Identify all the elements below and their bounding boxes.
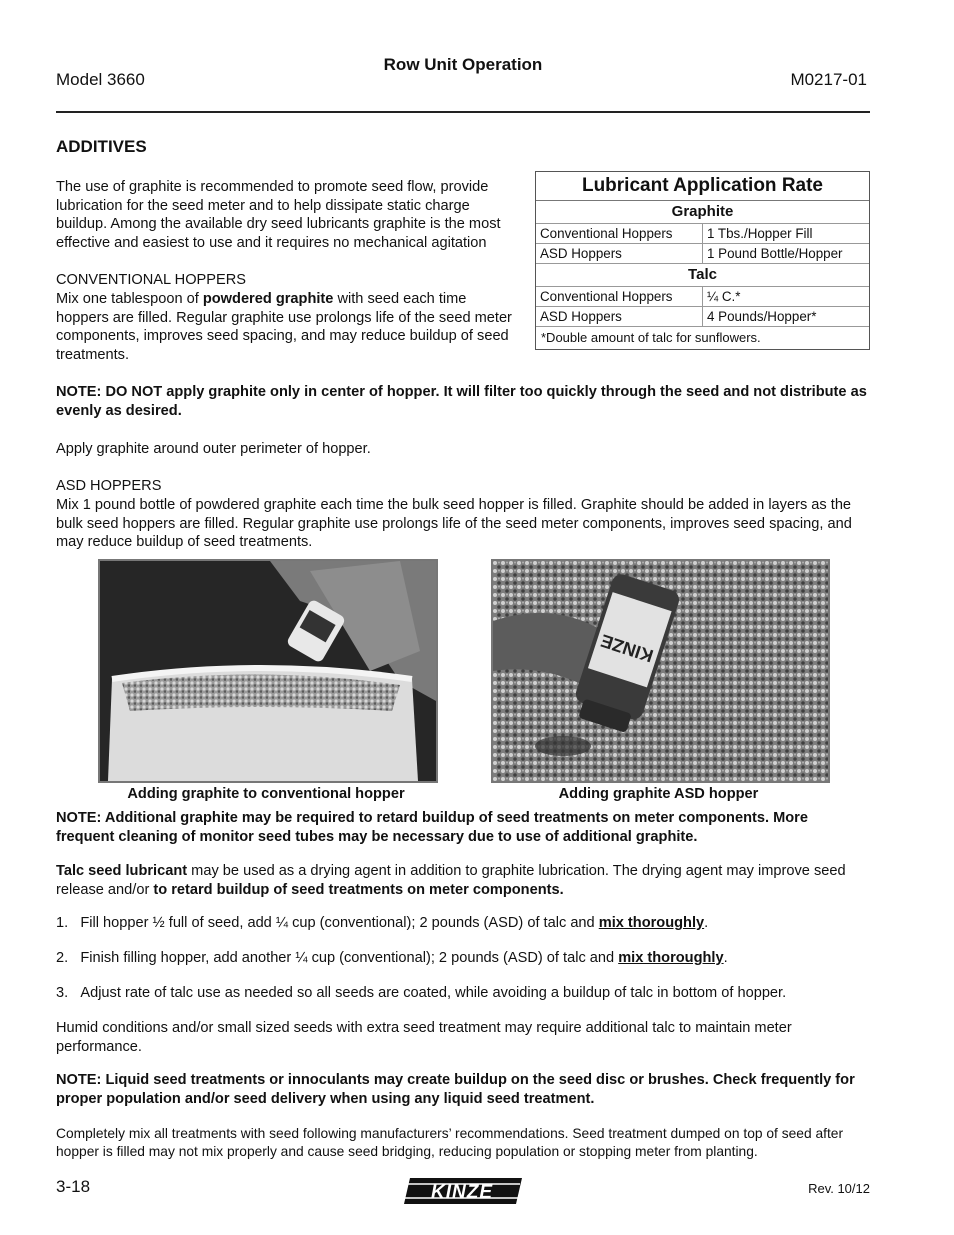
conventional-heading: CONVENTIONAL HOPPERS	[56, 272, 247, 288]
note-liquid-treatments: NOTE: Liquid seed treatments or innoculants may create buildup on the seed disc or brushes. Check frequently for proper population and/or seed delivery when using any liquid seed treatment.	[56, 1072, 855, 1107]
talc-bold-end: to retard buildup of seed treatments on meter components.	[153, 881, 564, 898]
row-label: ASD Hoppers	[536, 307, 703, 326]
page-header-title: Row Unit Operation	[383, 55, 543, 74]
step-item	[56, 914, 870, 933]
lubricant-table-title: Lubricant Application Rate	[536, 172, 869, 201]
row-value: 4 Pounds/Hopper*	[707, 309, 817, 324]
conventional-bold: powdered graphite	[202, 291, 334, 307]
table-footnote: *Double amount of talc for sunflowers.	[541, 330, 761, 345]
row-value: ¼ C.*	[707, 289, 741, 304]
intro-paragraph: The use of graphite is recommended to promote seed flow, provide lubrication for the seed meter and to help dissipate static charge buildup. Among the available dry seed lubricants graphite is the most effective and easiest to use and it requires no mechanical agitation	[56, 179, 501, 251]
step-item	[56, 984, 870, 1003]
document-number: M0217-01	[790, 70, 867, 89]
conventional-text-start: Mix one tablespoon of	[56, 291, 203, 307]
asd-heading: ASD HOPPERS	[56, 478, 162, 494]
humid-conditions-text: Humid conditions and/or small sized seeds with extra seed treatment may require additional talc to maintain meter performance.	[56, 1020, 792, 1055]
header-divider	[56, 111, 870, 113]
section-title: ADDITIVES	[56, 137, 147, 156]
conventional-text-end: with seed each time hoppers are filled. Regular graphite use prolongs life of the seed meter components, improves seed spacing, and may reduce buildup of seed treatments.	[56, 291, 512, 363]
step-number: 2.	[56, 950, 69, 966]
step-number: 3.	[56, 985, 69, 1001]
step-text: Adjust rate of talc use as needed so all seeds are coated, while avoiding a buildup of talc in bottom of hopper.	[80, 985, 787, 1001]
step-text: Finish filling hopper, add another ¼ cup (conventional); 2 pounds (ASD) of talc and	[80, 950, 619, 966]
note-additional-graphite: NOTE: Additional graphite may be required to retard buildup of seed treatments on meter components. More frequent cleaning of monitor seed tubes may be necessary due to use of additional graphite.	[56, 810, 808, 845]
row-label: Conventional Hoppers	[536, 287, 703, 306]
step-end: .	[704, 915, 709, 931]
step-emphasis: mix thoroughly	[598, 915, 705, 931]
photo-asd-hopper	[491, 559, 830, 783]
caption-conventional-hopper: Adding graphite to conventional hopper	[127, 786, 405, 802]
row-label: Conventional Hoppers	[536, 224, 703, 243]
step-number: 1.	[56, 915, 69, 931]
talc-bold: Talc seed lubricant	[56, 863, 188, 879]
talc-subheader: Talc	[536, 264, 869, 287]
lubricant-table	[535, 171, 870, 350]
revision-label: Rev. 10/12	[808, 1181, 870, 1196]
asd-paragraph: Mix 1 pound bottle of powdered graphite each time the bulk seed hopper is filled. Graphite should be added in layers as the bulk seed hoppers are filled. Regular graphite use prolongs life of the seed meter components, improves seed spacing, and may reduce buildup of seed treatments.	[56, 497, 852, 550]
logo-text: KINZE	[431, 1182, 493, 1203]
kinze-logo	[400, 1174, 526, 1214]
conventional-paragraph	[56, 290, 521, 364]
table-row	[536, 287, 869, 307]
talc-text: may be used as a drying agent in addition to graphite lubrication. The drying agent may improve seed release and/or	[56, 863, 846, 898]
table-row	[536, 244, 869, 264]
graphite-subheader: Graphite	[536, 201, 869, 224]
table-row	[536, 307, 869, 327]
photo-conventional-hopper	[98, 559, 438, 783]
row-value: 1 Pound Bottle/Hopper	[707, 246, 843, 261]
caption-asd-hopper: Adding graphite ASD hopper	[558, 786, 759, 802]
note-center-hopper: NOTE: DO NOT apply graphite only in center of hopper. It will filter too quickly through the seed and not distribute as evenly as desired.	[56, 384, 867, 419]
row-label: ASD Hoppers	[536, 244, 703, 263]
table-row	[536, 224, 869, 244]
step-emphasis: mix thoroughly	[618, 950, 724, 966]
page-number: 3-18	[56, 1177, 91, 1196]
step-item	[56, 949, 870, 968]
model-label: Model 3660	[56, 70, 145, 89]
final-paragraph: Completely mix all treatments with seed following manufacturers’ recommendations. Seed treatment dumped on top of seed after hopper is filled may not mix properly and cause seed bridging, reducing population or stopping meter from planting.	[56, 1126, 844, 1159]
step-text: Fill hopper ½ full of seed, add ¼ cup (conventional); 2 pounds (ASD) of talc and	[80, 915, 599, 931]
step-end: .	[723, 950, 728, 966]
bottle-label: KINZE	[598, 630, 656, 667]
row-value: 1 Tbs./Hopper Fill	[707, 226, 813, 241]
apply-perimeter-text: Apply graphite around outer perimeter of hopper.	[56, 441, 371, 457]
talc-paragraph	[56, 862, 870, 899]
